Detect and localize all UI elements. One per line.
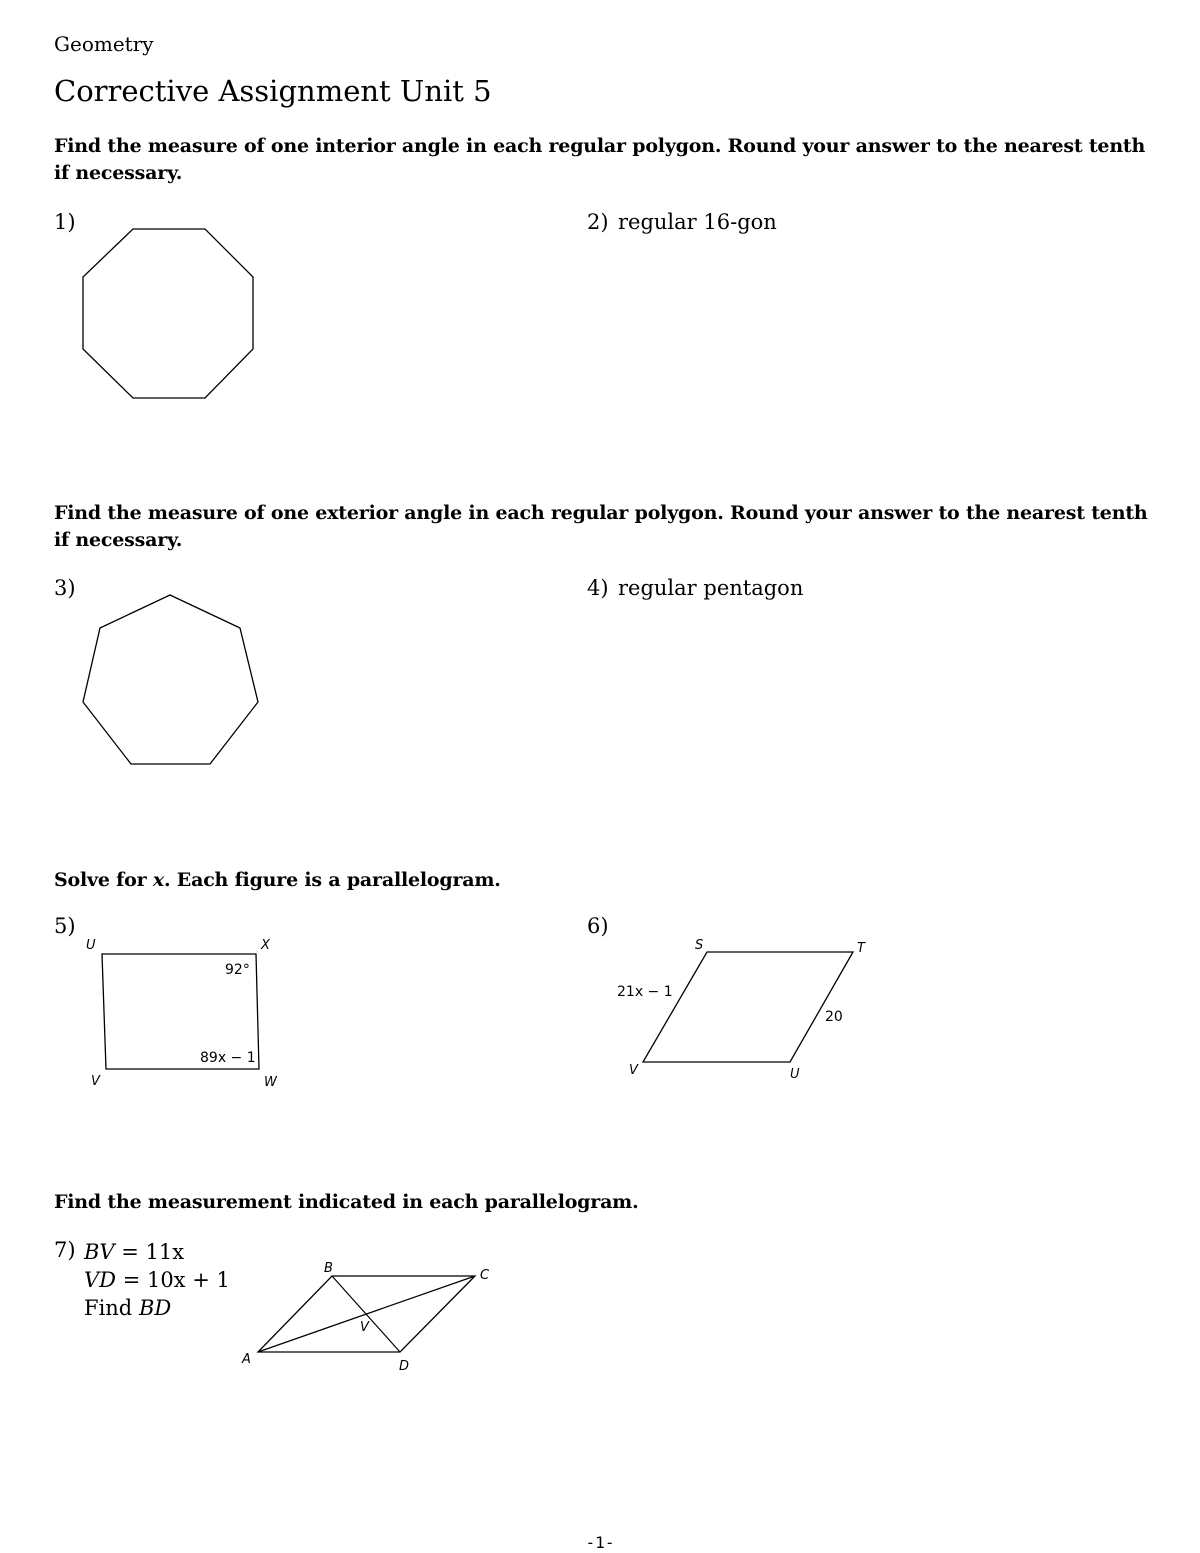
vertex-label-t: T [857,941,865,956]
section-3-instruction [54,867,1149,894]
find-variable: BD [138,1296,172,1320]
problem-6-number: 6) [587,914,609,938]
find-word: Find [84,1296,139,1320]
side-label-tu: 20 [825,1009,843,1025]
problem-3-number: 3) [54,576,76,600]
problem-4-number: 4) [587,576,609,600]
vertex-label-v: V [91,1074,100,1089]
angle-label-w: 89x − 1 [200,1050,256,1066]
find-bd [84,1294,230,1322]
problem-4-text: regular pentagon [618,576,804,600]
problem-6-figure [600,930,890,1090]
problem-2-text: regular 16-gon [618,210,777,234]
problem-3-heptagon [78,590,264,770]
parallelogram-stuv [643,952,853,1062]
problem-7-givens [84,1238,230,1322]
vertex-label-v: V [360,1320,369,1335]
page-title: Corrective Assignment Unit 5 [54,74,492,108]
problem-7-number: 7) [54,1238,76,1262]
angle-label-x: 92° [225,962,250,978]
instruction-text: . Each figure is a parallelogram. [163,869,501,891]
vertex-label-d: D [399,1359,410,1374]
problem-5-figure [80,930,290,1095]
problem-5-number: 5) [54,914,76,938]
problem-7-figure [235,1255,505,1375]
vertex-label-c: C [480,1268,490,1283]
section-2-instruction: Find the measure of one exterior angle in each regular polygon. Round your answer to the nearest tenth if necessary. [54,502,1148,551]
vertex-label-w: W [264,1075,277,1090]
vertex-label-a: A [242,1352,251,1367]
vertex-label-b: B [324,1261,333,1276]
vertex-label-u: U [790,1067,800,1082]
vertex-label-x: X [261,938,270,953]
vertex-label-s: S [695,938,704,953]
given-bv [84,1238,230,1266]
course-name: Geometry [54,32,154,56]
given-value: = 11x [114,1240,185,1264]
problem-2-number: 2) [587,210,609,234]
problem-1-number: 1) [54,210,76,234]
section-4-instruction: Find the measurement indicated in each parallelogram. [54,1191,639,1213]
page-number: -1- [585,1533,615,1552]
given-vd [84,1266,230,1294]
side-label-sv: 21x − 1 [617,984,673,1000]
given-value: = 10x + 1 [116,1268,230,1292]
vertex-label-u: U [86,938,96,953]
instruction-text: Solve for [54,869,153,891]
instruction-variable: x [152,869,164,891]
problem-1-octagon [78,224,260,404]
vertex-label-v: V [629,1063,638,1078]
given-variable: BV [84,1240,115,1264]
diagonal-bd [332,1276,400,1352]
section-1-instruction: Find the measure of one interior angle in each regular polygon. Round your answer to the nearest tenth if necessary. [54,135,1146,184]
given-variable: VD [84,1268,117,1292]
